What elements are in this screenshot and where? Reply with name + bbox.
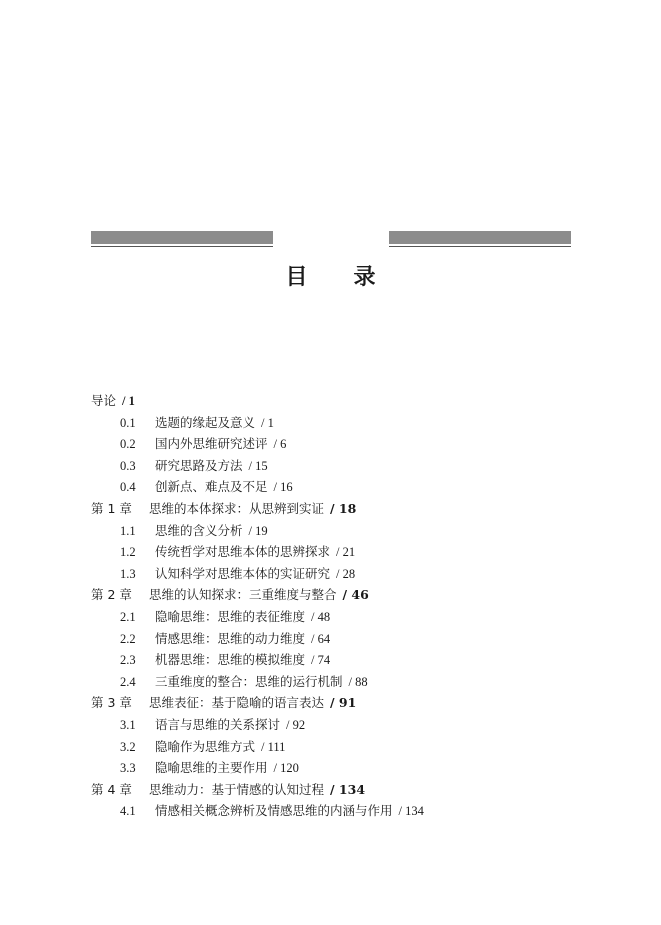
- toc-entry-title: 机器思维：思维的模拟维度: [155, 652, 306, 668]
- toc-entry-number: 0.2: [120, 437, 136, 452]
- toc-entry-page: / 15: [248, 458, 268, 473]
- toc-entry-number: 第 2 章: [91, 587, 132, 603]
- toc-section-entry[interactable]: [91, 606, 571, 628]
- decorative-rule-right: [389, 231, 571, 249]
- toc-entry-title: 认知科学对思维本体的实证研究: [155, 565, 331, 581]
- toc-entry-page: / 74: [311, 653, 331, 668]
- toc-entry-number: 4.1: [120, 804, 136, 819]
- toc-entry-title: 思维的认知探求：三重维度与整合: [149, 587, 337, 603]
- table-of-contents: [91, 390, 571, 822]
- toc-entry-number: 2.3: [120, 653, 136, 668]
- toc-chapter-entry[interactable]: [91, 584, 571, 606]
- toc-entry-number: 第 3 章: [91, 695, 132, 711]
- toc-entry-number: 0.4: [120, 480, 136, 495]
- toc-entry-title: 导论: [91, 393, 117, 408]
- toc-entry-page: / 1: [122, 394, 135, 408]
- toc-entry-page: / 88: [348, 674, 368, 689]
- toc-entry-title: 三重维度的整合：思维的运行机制: [155, 673, 343, 689]
- toc-entry-title: 国内外思维研究述评: [155, 436, 268, 452]
- toc-entry-page: / 64: [311, 631, 331, 646]
- toc-section-entry[interactable]: [91, 541, 571, 563]
- toc-entry-number: 第 1 章: [91, 500, 132, 516]
- toc-entry-title: 情感思维：思维的动力维度: [155, 630, 306, 646]
- toc-entry-page: / 91: [330, 695, 357, 711]
- toc-entry-number: 0.3: [120, 458, 136, 473]
- toc-entry-page: / 48: [311, 609, 331, 624]
- toc-entry-title: 情感相关概念辨析及情感思维的内涵与作用: [155, 803, 393, 819]
- toc-entry-page: / 1: [261, 415, 274, 430]
- toc-entry-number: 2.4: [120, 674, 136, 689]
- toc-entry-page: / 16: [273, 480, 293, 495]
- toc-section-entry[interactable]: [91, 671, 571, 693]
- toc-chapter-entry[interactable]: [91, 779, 571, 801]
- page-title: [0, 260, 661, 291]
- toc-entry-title: 思维的含义分析: [155, 522, 243, 538]
- toc-entry-number: 3.2: [120, 739, 136, 754]
- toc-entry-page: / 120: [273, 761, 299, 776]
- toc-entry-page: / 19: [248, 523, 268, 538]
- toc-entry-page: / 134: [398, 804, 424, 819]
- toc-section-entry[interactable]: [91, 736, 571, 758]
- toc-entry-page: / 28: [336, 566, 356, 581]
- toc-section-entry[interactable]: [91, 757, 571, 779]
- page-title-right-char: 录: [353, 265, 376, 290]
- toc-section-entry[interactable]: [91, 476, 571, 498]
- toc-entry-page: / 111: [261, 739, 286, 754]
- toc-entry-page: / 6: [273, 437, 287, 452]
- toc-entry-title: 思维动力：基于情感的认知过程: [149, 781, 325, 797]
- toc-section-entry[interactable]: [91, 800, 571, 822]
- toc-chapter-entry[interactable]: [91, 498, 571, 520]
- toc-entry-title: 选题的缘起及意义: [155, 414, 256, 430]
- toc-entry-number: 第 4 章: [91, 781, 132, 797]
- toc-entry-number: 1.2: [120, 545, 136, 560]
- toc-entry-page: / 92: [286, 717, 306, 732]
- toc-entry-page: / 21: [336, 545, 356, 560]
- toc-entry-number: 1.1: [120, 523, 136, 538]
- toc-entry-title: 思维表征：基于隐喻的语言表达: [149, 695, 325, 711]
- toc-entry-title: 隐喻思维：思维的表征维度: [155, 608, 306, 624]
- decorative-rule-left: [91, 231, 273, 249]
- toc-entry-page: / 134: [330, 781, 366, 797]
- toc-section-entry[interactable]: [91, 628, 571, 650]
- toc-section-entry[interactable]: [91, 649, 571, 671]
- toc-section-entry[interactable]: [91, 455, 571, 477]
- toc-entry-number: 2.1: [120, 609, 136, 624]
- toc-entry-page: / 46: [342, 587, 369, 603]
- toc-entry-page: / 18: [330, 500, 357, 516]
- toc-entry-title: 研究思路及方法: [155, 457, 243, 473]
- toc-entry-title: 隐喻作为思维方式: [155, 738, 256, 754]
- toc-section-entry[interactable]: [91, 412, 571, 434]
- toc-entry-title: 思维的本体探求：从思辨到实证: [149, 500, 325, 516]
- toc-entry-title: 传统哲学对思维本体的思辨探求: [155, 544, 331, 560]
- toc-entry-number: 0.1: [120, 415, 136, 430]
- toc-intro-entry[interactable]: [91, 390, 571, 412]
- toc-entry-title: 隐喻思维的主要作用: [155, 760, 268, 776]
- page-title-left-char: 目: [285, 265, 308, 290]
- toc-chapter-entry[interactable]: [91, 692, 571, 714]
- toc-entry-number: 3.1: [120, 717, 136, 732]
- toc-section-entry[interactable]: [91, 433, 571, 455]
- toc-entry-title: 语言与思维的关系探讨: [155, 716, 281, 732]
- toc-section-entry[interactable]: [91, 520, 571, 542]
- toc-entry-number: 2.2: [120, 631, 136, 646]
- toc-entry-number: 1.3: [120, 566, 136, 581]
- toc-entry-title: 创新点、难点及不足: [155, 479, 268, 495]
- toc-entry-number: 3.3: [120, 761, 136, 776]
- toc-section-entry[interactable]: [91, 563, 571, 585]
- toc-section-entry[interactable]: [91, 714, 571, 736]
